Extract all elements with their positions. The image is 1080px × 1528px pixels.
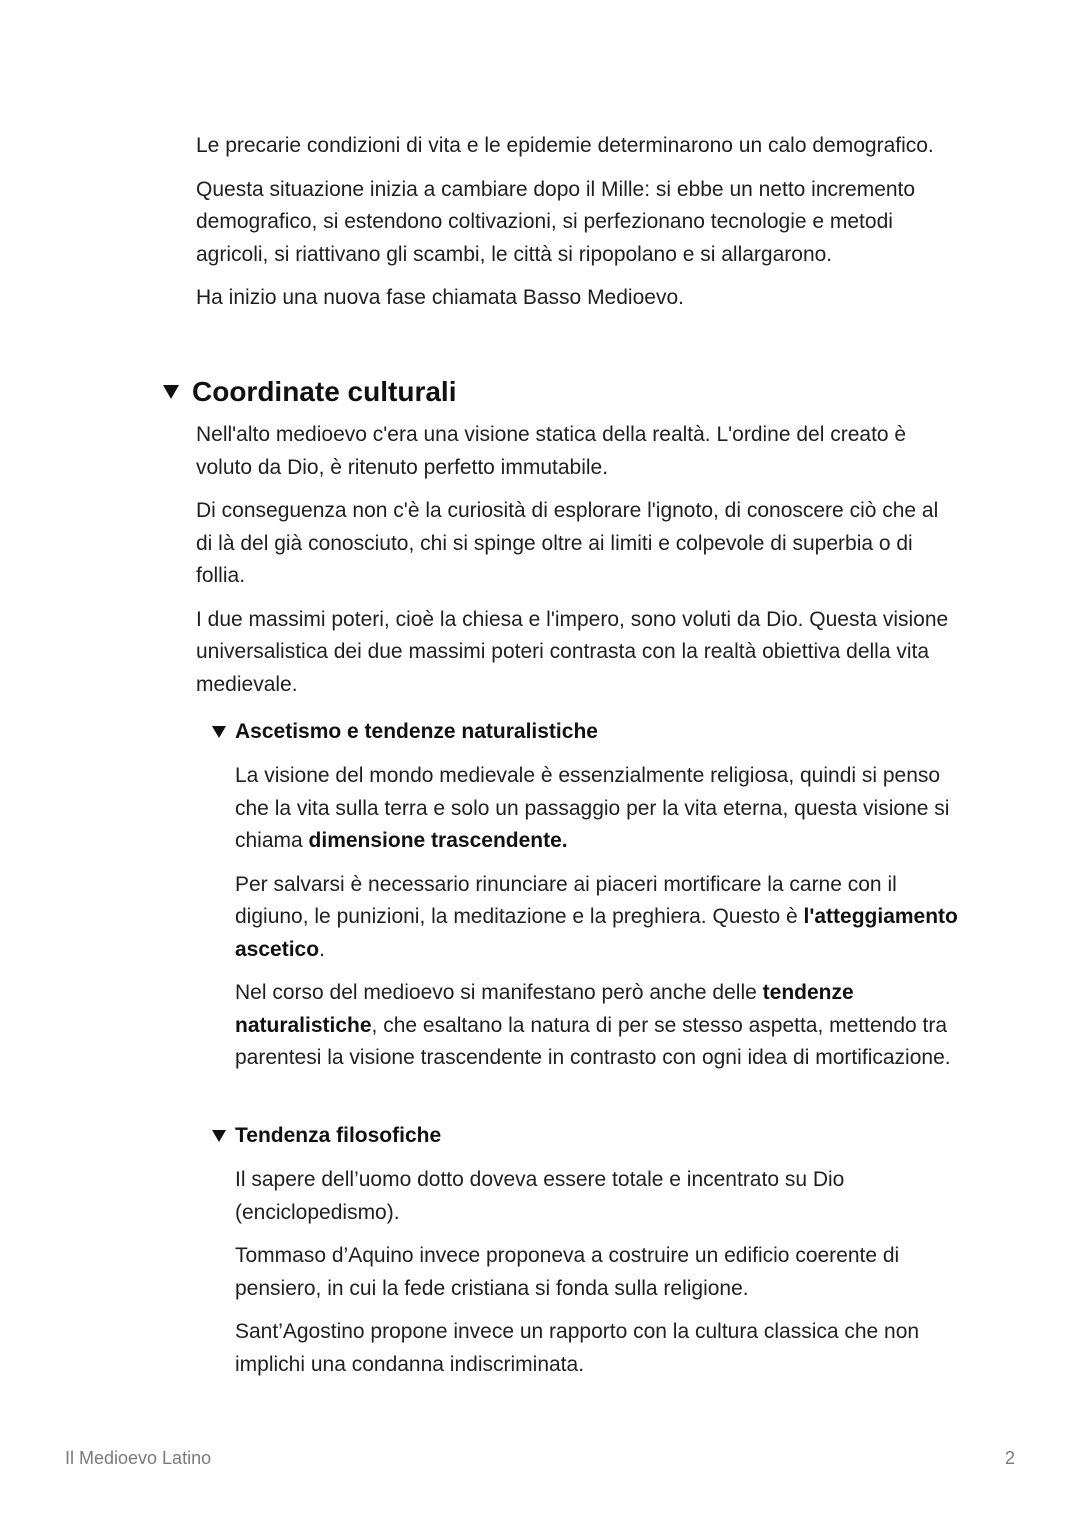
triangle-down-icon[interactable] bbox=[212, 726, 226, 738]
triangle-down-icon[interactable] bbox=[212, 1130, 226, 1142]
asceticism-section bbox=[235, 760, 960, 1086]
cultural-paragraph-3: I due massimi poteri, cioè la chiesa e l'impero, sono voluti da Dio. Questa visione universalistica dei due massimi poteri contrasta con la realtà obiettiva della vita medievale. bbox=[196, 607, 949, 696]
cultural-paragraph-2: Di conseguenza non c'è la curiosità di esplorare l'ignoto, di conoscere ciò che al di là del già conosciuto, chi si spinge oltre ai limiti e colpevole di superbia o di follia. bbox=[196, 499, 939, 587]
toggle-heading-tendenza-filosofiche[interactable] bbox=[212, 1121, 441, 1151]
paragraph-text: La visione del mondo medievale è essenzialmente religiosa, quindi si penso che la vita sulla terra e solo un passaggio per la vita eterna, questa visione si chiama bbox=[235, 764, 950, 852]
subsection-heading: Tendenza filosofiche bbox=[235, 1124, 442, 1147]
philosophy-paragraph-1: Il sapere dell’uomo dotto doveva essere totale e incentrato su Dio (enciclopedismo). bbox=[235, 1168, 845, 1224]
footer-document-title: Il Medioevo Latino bbox=[65, 1448, 212, 1468]
bold-term: tendenze naturalistiche bbox=[235, 981, 854, 1037]
subsection-heading: Ascetismo e tendenze naturalistiche bbox=[235, 720, 598, 743]
triangle-down-icon[interactable] bbox=[163, 385, 179, 399]
section-heading: Coordinate culturali bbox=[192, 376, 457, 407]
toggle-heading-ascetismo[interactable] bbox=[212, 717, 598, 747]
paragraph-text: Nel corso del medioevo si manifestano però anche delle bbox=[235, 981, 763, 1004]
intro-paragraph-1: Le precarie condizioni di vita e le epidemie determinarono un calo demografico. bbox=[196, 134, 934, 157]
footer-page-number: 2 bbox=[1004, 1448, 1015, 1468]
bold-term: l'atteggiamento ascetico bbox=[235, 905, 958, 961]
philosophy-paragraph-3: Sant’Agostino propone invece un rapporto con la cultura classica che non implichi una condanna indiscriminata. bbox=[235, 1320, 920, 1376]
philosophy-paragraph-2: Tommaso d’Aquino invece proponeva a costruire un edificio coerente di pensiero, in cui la fede cristiana si fonda sulla religione. bbox=[235, 1244, 900, 1300]
philosophy-section bbox=[235, 1164, 960, 1392]
asceticism-paragraph-3 bbox=[235, 977, 960, 1075]
paragraph-text: Per salvarsi è necessario rinunciare ai piaceri mortificare la carne con il digiuno, le punizioni, la meditazione e la preghiera. Questo è bbox=[235, 872, 897, 928]
paragraph-text-end: . bbox=[319, 937, 325, 961]
paragraph-text-end: , che esaltano la natura di per se stesso aspetta, mettendo tra parentesi la visione trascendente in contrasto con ogni idea di mortificazione. bbox=[235, 1013, 951, 1069]
asceticism-paragraph-1 bbox=[235, 760, 960, 858]
bold-term: dimensione trascendente. bbox=[308, 829, 568, 852]
intro-section bbox=[196, 130, 956, 326]
toggle-heading-coordinate-culturali[interactable] bbox=[163, 374, 456, 410]
intro-paragraph-3: Ha inizio una nuova fase chiamata Basso Medioevo. bbox=[196, 286, 684, 309]
asceticism-paragraph-2 bbox=[235, 869, 960, 967]
intro-paragraph-2: Questa situazione inizia a cambiare dopo il Mille: si ebbe un netto incremento demografico, si estendono coltivazioni, si perfezionano tecnologie e metodi agricoli, si riattivano gli scambi, le città si ripopolano e si allargarono. bbox=[196, 177, 916, 266]
cultural-section bbox=[196, 419, 956, 712]
cultural-paragraph-1: Nell'alto medioevo c'era una visione statica della realtà. L'ordine del creato è voluto da Dio, è ritenuto perfetto immutabile. bbox=[196, 423, 907, 479]
